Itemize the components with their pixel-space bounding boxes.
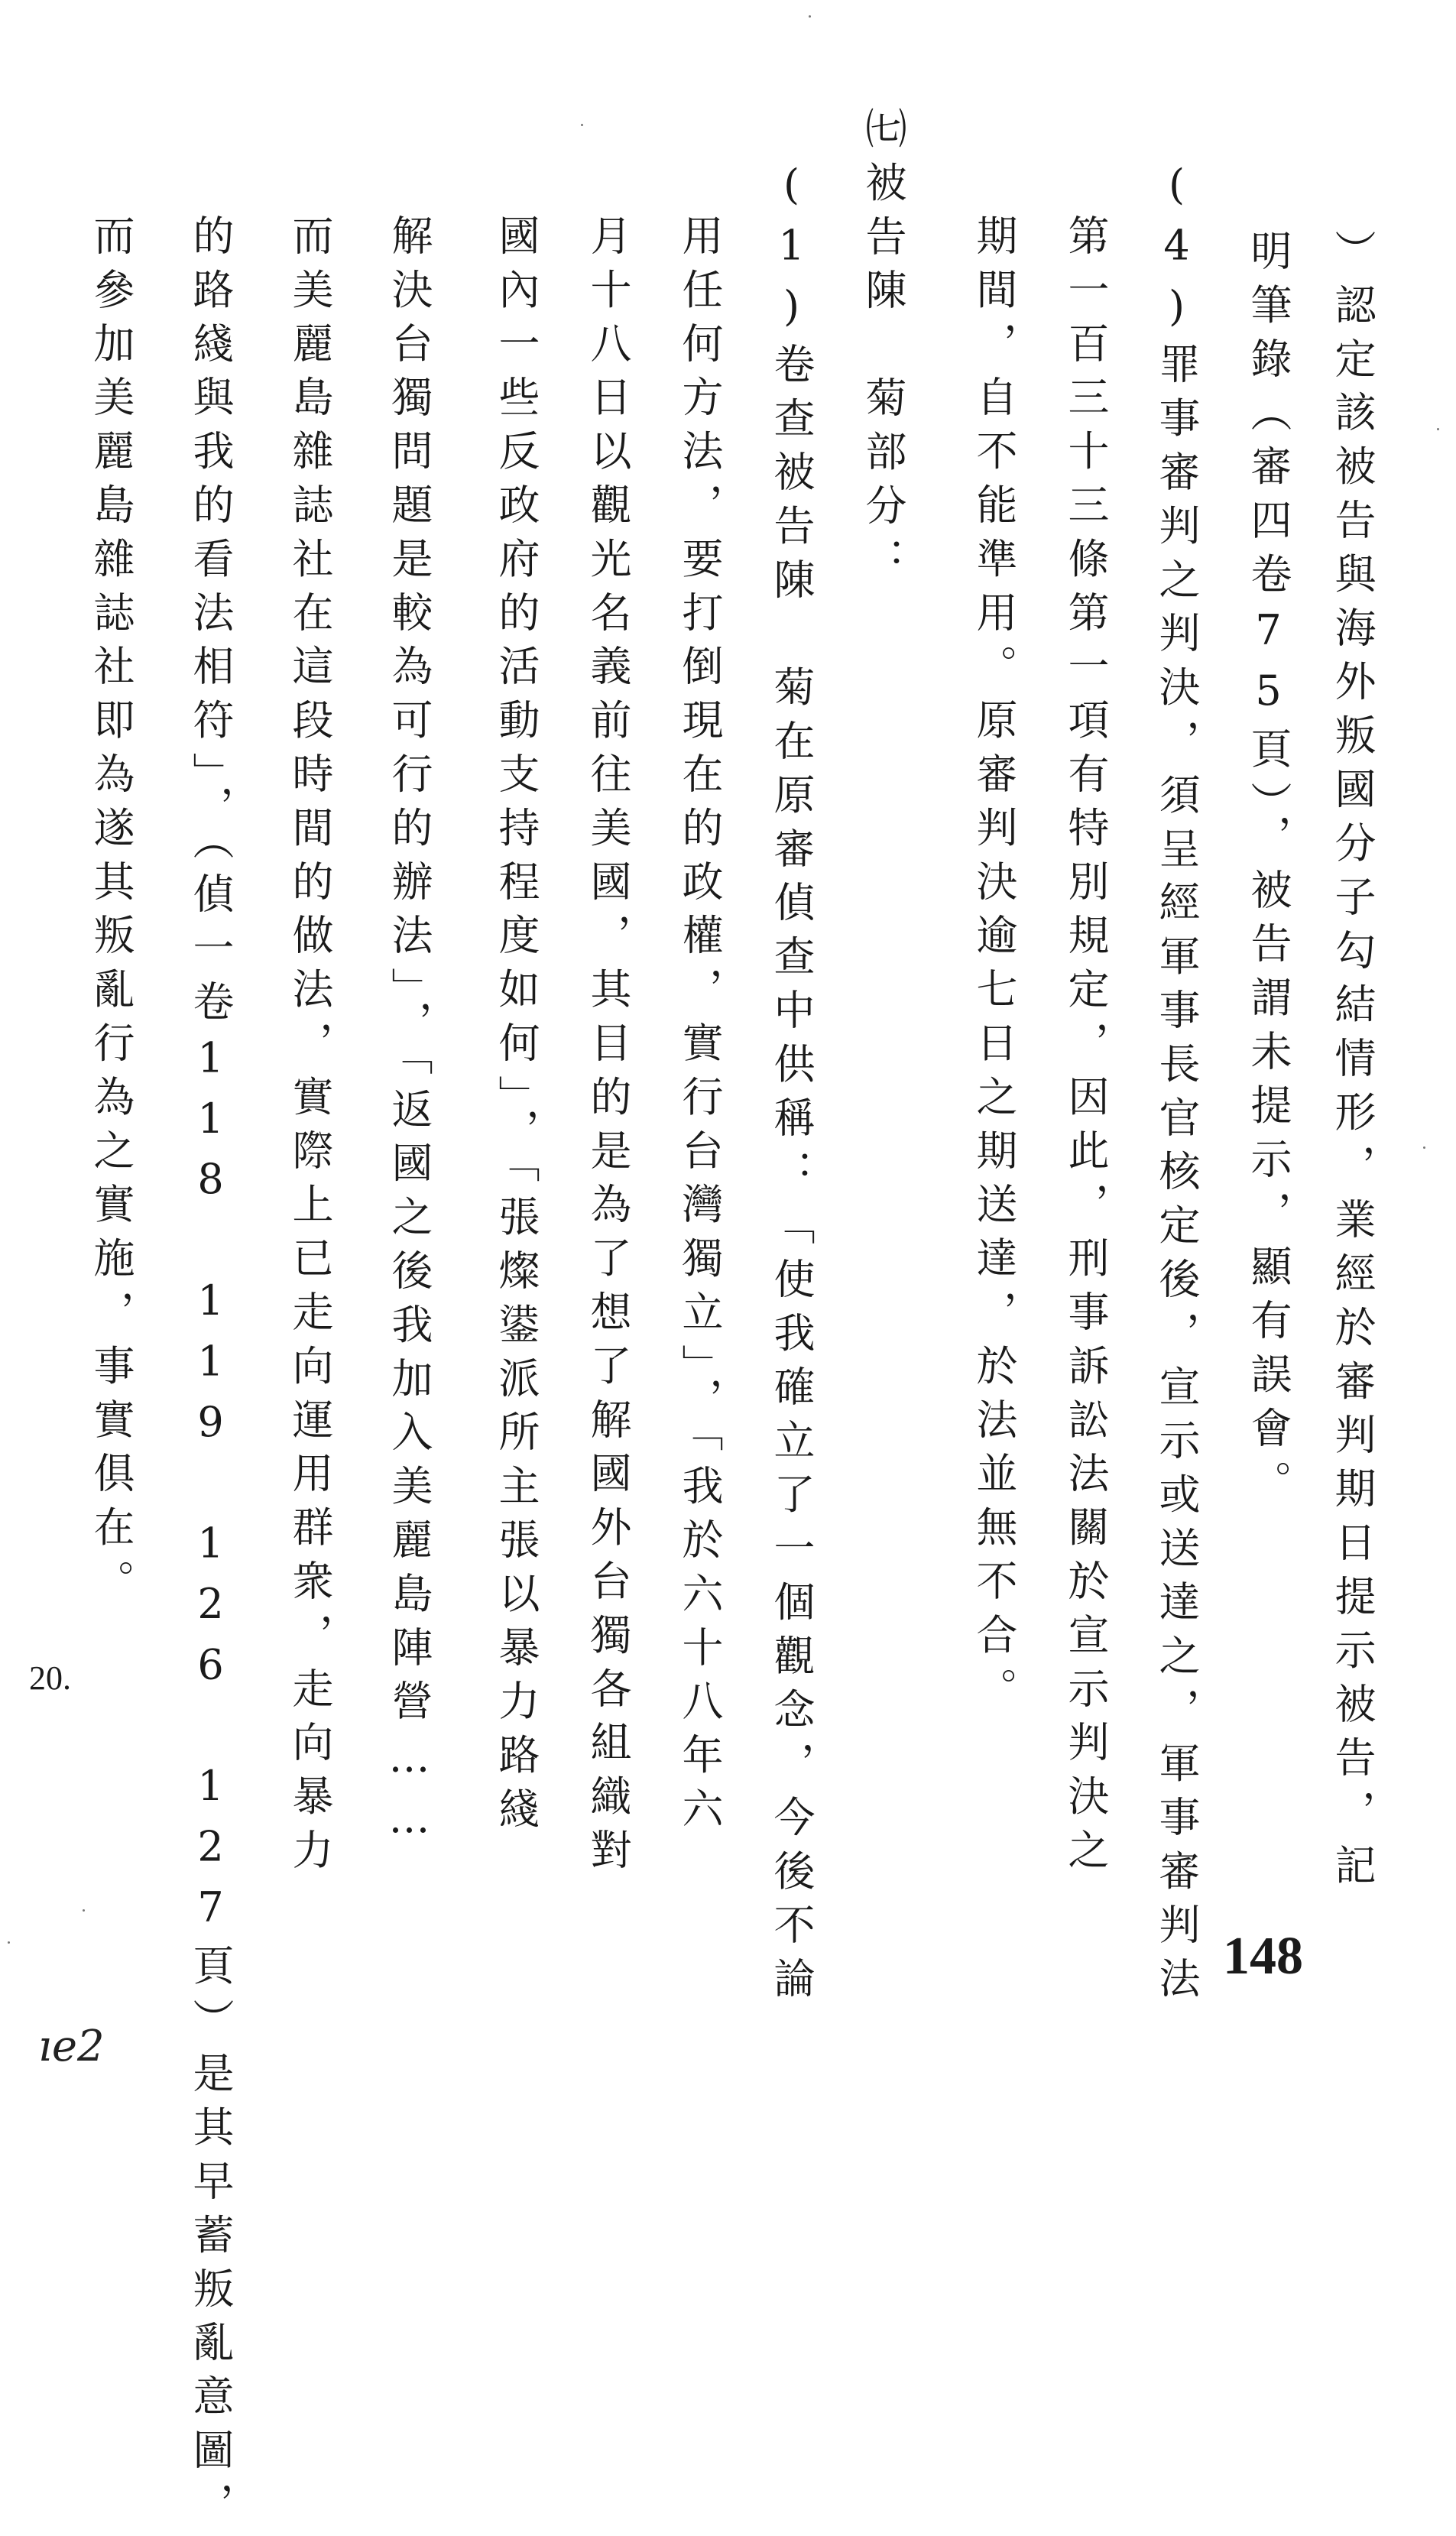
scan-speck [83, 1909, 85, 1912]
page-number: 148 [1223, 1927, 1303, 1986]
text-column-8: 用任何方法，要打倒現在的政權，實行台灣獨立」，「我於六十八年六 [676, 214, 724, 1841]
text-column-7: (1)卷查被告陳 菊在原審偵查中供稱：「使我確立了一個觀念，今後不論 [767, 161, 816, 2011]
text-column-9: 月十八日以觀光名義前往美國，其目的是為了想了解國外台獨各組織對 [584, 214, 632, 1883]
text-column-2: 明筆錄（審四卷75頁），被告謂未提示，顯有誤會。 [1244, 229, 1292, 1514]
text-column-6: ㈦被告陳 菊部分： [859, 107, 907, 592]
scan-speck [809, 15, 811, 18]
scan-speck [581, 124, 583, 126]
scan-speck [8, 1941, 10, 1944]
text-column-4: 第一百三十三條第一項有特別規定，因此，刑事訴訟法關於宣示判決之 [1062, 214, 1110, 1883]
text-column-14: 而參加美麗島雜誌社即為遂其叛亂行為之實施，事實俱在。 [87, 214, 135, 1613]
scan-speck [1437, 428, 1439, 430]
text-column-12: 而美麗島雜誌社在這段時間的做法，實際上已走向運用群衆，走向暴力 [286, 214, 334, 1883]
text-column-3: (4)罪事審判之判決，須呈經軍事長官核定後，宣示或送達之，軍事審判法 [1153, 161, 1201, 2011]
text-column-13: 的路綫與我的看法相符」，（偵一卷118 119 126 127頁）是其早蓄叛亂意圖， [186, 214, 235, 2536]
text-column-10: 國內一些反政府的活動支持程度如何」，「張燦鍙派所主張以暴力路綫 [492, 214, 540, 1841]
text-column-11: 解決台獨問題是較為可行的辦法」，「返國之後我加入美麗島陣營…… [385, 214, 433, 1855]
handwritten-mark: ıe2 [38, 2022, 105, 2071]
text-column-1: ）認定該被告與海外叛國分子勾結情形，業經於審判期日提示被告，記 [1328, 229, 1377, 1898]
scan-speck [1423, 1146, 1425, 1149]
side-number: 20. [29, 1659, 71, 1697]
text-column-5: 期間，自不能準用。原審判決逾七日之期送達，於法並無不合。 [970, 214, 1018, 1721]
